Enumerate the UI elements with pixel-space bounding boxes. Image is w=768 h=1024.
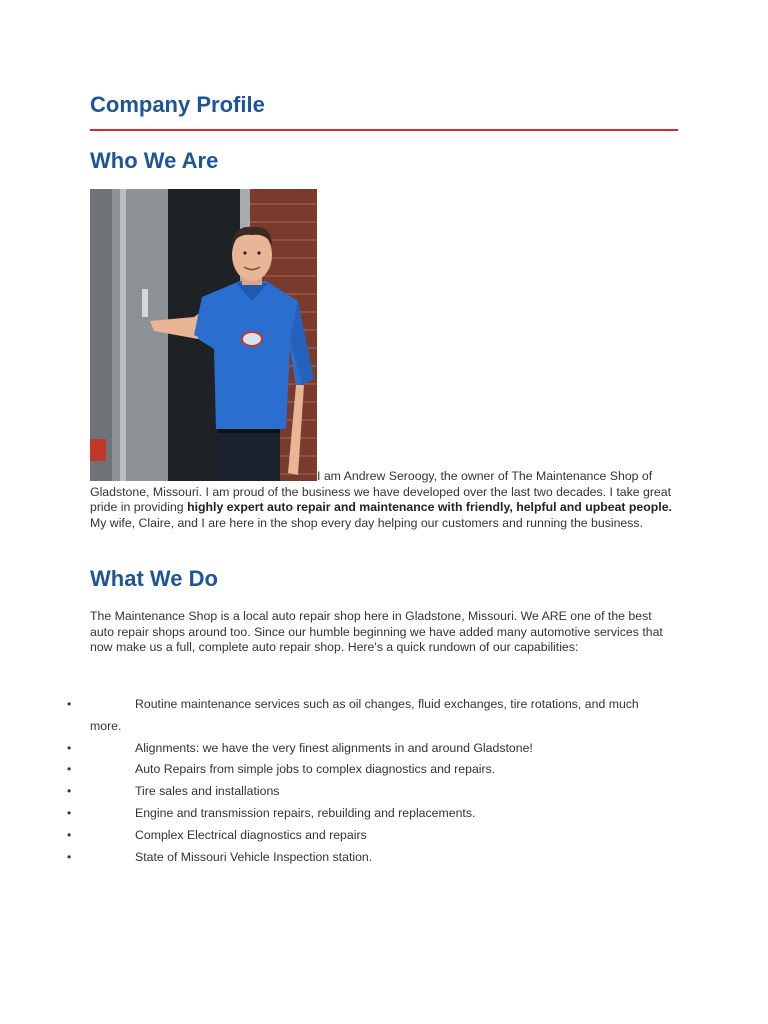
list-item-text: Tire sales and installations xyxy=(135,784,280,799)
intro-text-1: I am Andrew Seroogy, the owner of The Maintenance Shop of Gladstone, Missouri. I am proud of the business we have developed over the last two decades. I take great pride in providing xyxy=(90,469,672,515)
list-item-continuation: more. xyxy=(90,718,122,733)
what-we-do-paragraph: The Maintenance Shop is a local auto repair shop here in Gladstone, Missouri. We ARE one of the best auto repair shops around too. Since our humble beginning we have added many automotive services that now make us a full, complete auto repair shop. Here's a quick rundown of our capabilities: xyxy=(90,609,663,655)
bullet-icon: • xyxy=(67,740,72,755)
bullet-icon: • xyxy=(67,849,72,864)
intro-text-2: My wife, Claire, and I are here in the shop every day helping our customers and running the business. xyxy=(90,515,643,530)
owner-photo-icon xyxy=(90,189,317,481)
list-item xyxy=(0,738,685,760)
owner-photo xyxy=(90,189,317,481)
title-divider xyxy=(90,129,678,131)
list-item-text: Auto Repairs from simple jobs to complex diagnostics and repairs. xyxy=(135,762,496,777)
list-item xyxy=(0,803,685,825)
list-item xyxy=(0,759,685,781)
intro-bold-text: highly expert auto repair and maintenance with friendly, helpful and upbeat people. xyxy=(187,500,672,515)
page-title: Company Profile xyxy=(90,92,265,117)
bullet-icon: • xyxy=(67,762,72,777)
list-item xyxy=(0,694,685,738)
list-item-text: Alignments: we have the very finest alignments in and around Gladstone! xyxy=(135,740,533,755)
list-item xyxy=(0,825,685,847)
list-item-text: State of Missouri Vehicle Inspection station. xyxy=(135,849,373,864)
list-item xyxy=(0,847,685,869)
bullet-icon: • xyxy=(67,784,72,799)
bullet-icon: • xyxy=(67,805,72,820)
bullet-icon: • xyxy=(67,697,72,711)
what-we-do-heading: What We Do xyxy=(90,566,218,591)
who-we-are-heading: Who We Are xyxy=(90,148,219,173)
list-item-text: Engine and transmission repairs, rebuilding and replacements. xyxy=(135,805,476,820)
list-item xyxy=(0,781,685,803)
capabilities-list xyxy=(0,694,768,868)
bullet-icon: • xyxy=(67,827,72,842)
owner-intro-paragraph xyxy=(90,469,680,531)
list-item-text: Routine maintenance services such as oil changes, fluid exchanges, tire rotations, and much xyxy=(135,697,639,711)
list-item-text: Complex Electrical diagnostics and repairs xyxy=(135,827,367,842)
